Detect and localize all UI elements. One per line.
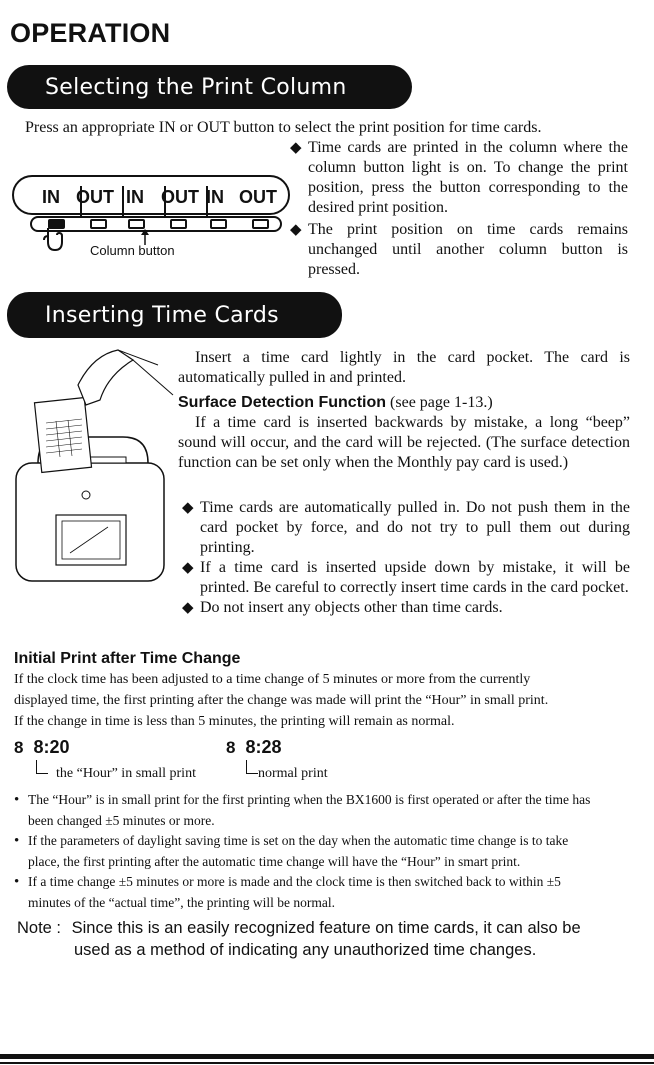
dot-bullet-icon: •	[14, 874, 20, 890]
list-item: ◆ Time cards are automatically pulled in. Do not push them in the card pocket by force, and do not try to pull them out during printing.	[182, 499, 630, 556]
time-example-normal	[226, 737, 282, 758]
panel-button-in-3[interactable]: IN	[206, 187, 224, 207]
note	[17, 917, 642, 961]
caption-bracket	[36, 760, 48, 774]
initial-print-paragraph: If the clock time has been adjusted to a time change of 5 minutes or more from the currently displayed time, the first printing after the change was made will print the “Hour” in small print. If the change in time is less than 5 minutes, the printing will remain as normal.	[14, 672, 549, 729]
insert-bullets	[182, 498, 630, 618]
diamond-bullet-icon: ◆	[182, 500, 194, 516]
panel-button-in-2[interactable]: IN	[126, 187, 144, 207]
list-item: • If a time change ±5 minutes or more is made and the clock time is then switched back to within ±5 minutes of the “actual time”, the printing will be normal.	[14, 872, 644, 913]
panel-button-in-1[interactable]: IN	[42, 187, 60, 207]
page-title: OPERATION	[10, 18, 171, 48]
list-item: ◆ Do not insert any objects other than time cards.	[182, 599, 503, 616]
section-banner-print-column	[7, 65, 412, 109]
time-example-caption: normal print	[258, 766, 328, 781]
time-example-value: 8:28	[245, 737, 282, 757]
column-button[interactable]	[90, 219, 107, 229]
panel-button-out-1[interactable]: OUT	[76, 187, 114, 207]
print-column-bullets	[290, 138, 628, 280]
surface-detection-heading: Surface Detection Function	[178, 394, 387, 411]
caption-bracket	[246, 760, 258, 774]
footer-rule	[0, 1054, 654, 1059]
diamond-bullet-icon: ◆	[182, 560, 194, 576]
section-banner-inserting-cards-label: Inserting Time Cards	[45, 302, 279, 328]
surface-detection-ref: (see page 1-13.)	[390, 394, 493, 411]
column-button[interactable]	[252, 219, 269, 229]
insert-intro: Insert a time card lightly in the card pocket. The card is automatically pulled in and printed.	[178, 349, 630, 386]
print-column-intro: Press an appropriate IN or OUT button to select the print position for time cards.	[25, 119, 542, 136]
initial-print-bullets	[14, 790, 644, 913]
column-button[interactable]	[128, 219, 145, 229]
initial-print-heading: Initial Print after Time Change	[14, 650, 241, 667]
column-button-label: Column button	[90, 243, 175, 258]
column-button[interactable]	[210, 219, 227, 229]
list-item: • If the parameters of daylight saving time is set on the day when the automatic time change is to take place, the first printing after the automatic time change will have the “Hour” in smart print.	[14, 831, 644, 872]
time-example-symbol: 8	[226, 738, 236, 757]
column-button[interactable]	[170, 219, 187, 229]
note-label: Note :	[17, 919, 62, 937]
surface-detection-text: If a time card is inserted backwards by mistake, a long “beep” sound will occur, and the card will be rejected. (The surface detection function can be set only when the Monthly pay card is used.)	[178, 414, 630, 471]
footer-rule	[0, 1062, 654, 1064]
dot-bullet-icon: •	[14, 792, 20, 808]
time-clock-illustration	[8, 345, 178, 585]
time-example-caption: the “Hour” in small print	[56, 766, 196, 781]
dot-bullet-icon: •	[14, 833, 20, 849]
list-item: ◆ Time cards are printed in the column where the column button light is on. To change the print position, press the button corresponding to the desired print position.	[290, 139, 628, 216]
panel-button-out-2[interactable]: OUT	[161, 187, 199, 207]
time-example-symbol: 8	[14, 738, 24, 757]
time-example-value: 8:20	[33, 737, 70, 757]
section-banner-inserting-cards	[7, 292, 342, 338]
list-item: • The “Hour” is in small print for the first printing when the BX1600 is first operated or after the time has been changed ±5 minutes or more.	[14, 790, 644, 831]
diamond-bullet-icon: ◆	[290, 140, 302, 156]
time-example-small	[14, 737, 70, 758]
diamond-bullet-icon: ◆	[290, 222, 302, 238]
section-banner-print-column-label: Selecting the Print Column	[45, 74, 347, 100]
pointing-finger-icon	[40, 224, 70, 254]
surface-detection-heading-row	[178, 393, 630, 413]
note-line-2: used as a method of indicating any unauthorized time changes.	[74, 941, 537, 959]
note-line-1: Since this is an easily recognized feature on time cards, it can also be	[71, 919, 581, 937]
column-button-panel	[10, 172, 295, 262]
list-item: ◆ The print position on time cards remains unchanged until another column button is pressed.	[290, 221, 628, 278]
panel-button-out-3[interactable]: OUT	[239, 187, 277, 207]
list-item: ◆ If a time card is inserted upside down by mistake, it will be printed. Be careful to correctly insert time cards in the card pocket.	[182, 559, 630, 596]
diamond-bullet-icon: ◆	[182, 600, 194, 616]
